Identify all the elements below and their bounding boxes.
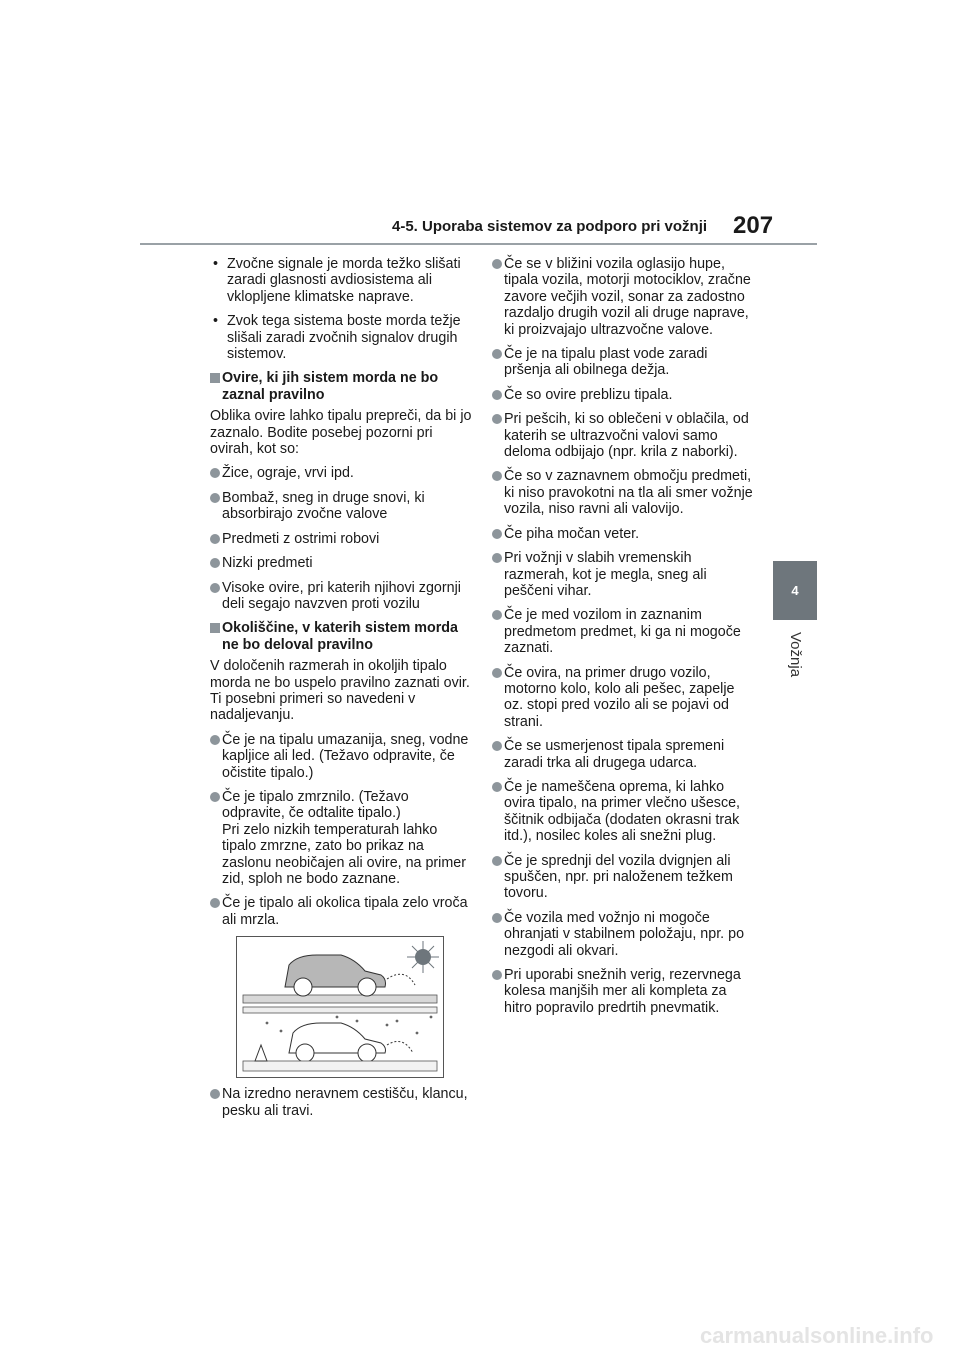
chapter-tab[interactable] bbox=[773, 561, 817, 620]
list-item: Visoke ovire, pri katerih njihovi zgornji deli segajo navzven proti vozilu bbox=[210, 580, 472, 613]
bullet-icon bbox=[492, 970, 502, 980]
chapter-number: 4 bbox=[791, 583, 799, 598]
bullet-icon bbox=[210, 898, 220, 908]
note-item: • Zvočne signale je morda težko slišati zaradi glasnosti avdiosistema ali vklopljene klimatske naprave. bbox=[210, 256, 472, 305]
bullet-icon bbox=[210, 735, 220, 745]
bullet-icon bbox=[492, 668, 502, 678]
bullet-icon bbox=[210, 468, 220, 478]
list-item: Če je tipalo zmrznilo. (Težavo odpravite, če odtalite tipalo.) Pri zelo nizkih temperaturah lahko tipalo zmrzne, zato bo prikaz na zaslonu neobičajen ali ovire, na primer zid, sploh ne bodo zaznane. bbox=[210, 789, 472, 887]
list-item: Če je nameščena oprema, ki lahko ovira tipalo, na primer vlečno ušesce, ščitnik odbijača (dodaten okrasni trak itd.), nosilec koles ali snežni plug. bbox=[492, 779, 754, 845]
bullet-icon bbox=[492, 913, 502, 923]
bullet-icon bbox=[210, 792, 220, 802]
sensor-conditions-illustration bbox=[236, 936, 444, 1078]
watermark: carmanualsonline.info bbox=[700, 1323, 934, 1348]
section-heading: Okoliščine, v katerih sistem morda ne bo deloval pravilno bbox=[210, 620, 472, 653]
list-item: Če piha močan veter. bbox=[492, 526, 754, 542]
bullet-icon bbox=[492, 553, 502, 563]
list-item: Bombaž, sneg in druge snovi, ki absorbirajo zvočne valove bbox=[210, 490, 472, 523]
list-item: Predmeti z ostrimi robovi bbox=[210, 531, 472, 547]
list-item: Če vozila med vožnjo ni mogoče ohranjati v stabilnem položaju, npr. po nezgodi ali okvari. bbox=[492, 910, 754, 959]
list-item: Če je na tipalu plast vode zaradi pršenja ali obilnega dežja. bbox=[492, 346, 754, 379]
list-item: Če je tipalo ali okolica tipala zelo vroča ali mrzla. bbox=[210, 895, 472, 928]
bullet-icon bbox=[492, 856, 502, 866]
list-item: Pri uporabi snežnih verig, rezervnega kolesa manjših mer ali kompleta za hitro popravilo predrtih pnevmatik. bbox=[492, 967, 754, 1016]
list-item: Če so v zaznavnem območju predmeti, ki niso pravokotni na tla ali smer vožnje vozila, niso ravni ali valovijo. bbox=[492, 468, 754, 517]
bullet-icon bbox=[210, 1089, 220, 1099]
left-column bbox=[210, 256, 472, 1127]
list-item: Pri pešcih, ki so oblečeni v oblačila, od katerih se ultrazvočni valovi samo deloma odbijajo (npr. krila z naborki). bbox=[492, 411, 754, 460]
bullet-icon bbox=[492, 390, 502, 400]
bullet-icon bbox=[210, 558, 220, 568]
list-item: Če je na tipalu umazanija, sneg, vodne kapljice ali led. (Težavo odpravite, če očistite tipalo.) bbox=[210, 732, 472, 781]
list-item: Nizki predmeti bbox=[210, 555, 472, 571]
header-rule bbox=[140, 243, 817, 245]
section-intro: V določenih razmerah in okoljih tipalo morda ne bo uspelo pravilno zaznati ovir. Ti posebni primeri so navedeni v nadaljevanju. bbox=[210, 658, 470, 724]
section-heading: Ovire, ki jih sistem morda ne bo zaznal pravilno bbox=[210, 370, 472, 403]
square-bullet-icon bbox=[210, 373, 220, 383]
square-bullet-icon bbox=[210, 623, 220, 633]
bullet-icon bbox=[210, 583, 220, 593]
bullet-icon bbox=[492, 741, 502, 751]
list-item: Žice, ograje, vrvi ipd. bbox=[210, 465, 472, 481]
note-item: • Zvok tega sistema boste morda težje slišali zaradi zvočnih signalov drugih sistemov. bbox=[210, 313, 472, 362]
section-intro: Oblika ovire lahko tipalu prepreči, da bi jo zaznalo. Bodite posebej pozorni pri ovirah, kot so: bbox=[210, 408, 472, 458]
bullet-icon bbox=[210, 534, 220, 544]
list-item: Če ovira, na primer drugo vozilo, motorno kolo, kolo ali pešec, zapelje oz. stopi pred vozilo ali se pojavi od strani. bbox=[492, 665, 754, 731]
bullet-icon bbox=[492, 414, 502, 424]
list-item: Če so ovire preblizu tipala. bbox=[492, 387, 754, 403]
right-column bbox=[492, 256, 754, 1024]
list-item: Če se usmerjenost tipala spremeni zaradi trka ali drugega udarca. bbox=[492, 738, 754, 771]
page-number: 207 bbox=[733, 212, 774, 239]
bullet-icon bbox=[492, 610, 502, 620]
bullet-icon bbox=[492, 782, 502, 792]
bullet-icon bbox=[492, 349, 502, 359]
list-item: Če je sprednji del vozila dvignjen ali spuščen, npr. pri naloženem težkem tovoru. bbox=[492, 853, 754, 902]
bullet-icon bbox=[210, 493, 220, 503]
bullet-icon bbox=[492, 259, 502, 269]
bullet-icon bbox=[492, 471, 502, 481]
car-weather-illustration bbox=[237, 937, 443, 1077]
section-title: 4-5. Uporaba sistemov za podporo pri vožnji bbox=[392, 218, 708, 235]
list-item: Na izredno neravnem cestišču, klancu, pesku ali travi. bbox=[210, 1086, 472, 1119]
chapter-label: Vožnja bbox=[787, 632, 804, 678]
bullet-icon bbox=[492, 529, 502, 539]
list-item: Če je med vozilom in zaznanim predmetom predmet, ki ga ni mogoče zaznati. bbox=[492, 607, 754, 656]
list-item: Pri vožnji v slabih vremenskih razmerah, kot je megla, sneg ali peščeni vihar. bbox=[492, 550, 754, 599]
list-item: Če se v bližini vozila oglasijo hupe, tipala vozila, motorji motociklov, zračne zavore večjih vozil, sonar za zadostno razdaljo drugih vozil ali druge naprave, ki proizvajajo ultrazvočne valove. bbox=[492, 256, 754, 338]
